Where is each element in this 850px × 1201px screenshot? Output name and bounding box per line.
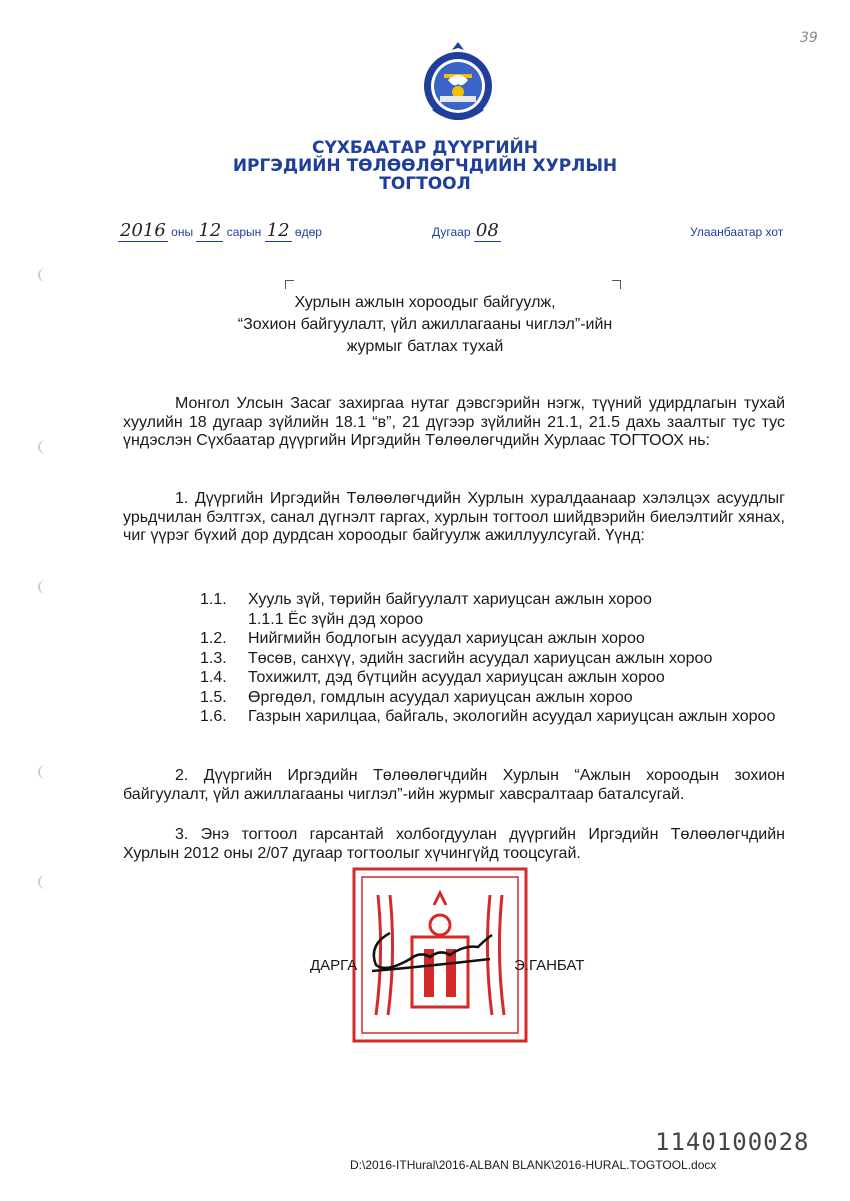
list-item-number: 1.1.1 [248, 610, 284, 628]
list-item-text: Ёс зүйн дэд хороо [288, 610, 424, 628]
date-day-suffix: өдөр [294, 225, 322, 239]
city-label: Улаанбаатар хот [690, 225, 784, 239]
number-value: 08 [475, 220, 499, 241]
list-item-number: 1.4. [200, 669, 227, 686]
date-year: 2016 [120, 220, 166, 241]
list-item [200, 668, 790, 688]
list-item-text: Хууль зүй, төрийн байгуулалт хариуцсан ажлын хороо [248, 591, 652, 608]
handwritten-signature [360, 925, 500, 980]
title-bracket-left [285, 280, 294, 289]
title-line-2: “Зохион байгуулалт, үйл ажиллагааны чиглэл”-ийн [237, 316, 613, 333]
list-item [200, 707, 790, 727]
item-2-paragraph: 2. Дүүргийн Иргэдийн Төлөөлөгчдийн Хурлын “Ажлын хороодын зохион байгуулалт, үйл ажиллагааны чиглэл”-ийн журмыг хавсралтаар баталсугай. [123, 767, 785, 803]
list-item-number: 1.1. [200, 591, 227, 608]
item-3-paragraph: 3. Энэ тогтоол гарсантай холбогдуулан дүүргийн Иргэдийн Төлөөлөгчдийн Хурлын 2012 оны 2/07 дугаар тогтоолыг хүчингүйд тооцсугай. [123, 826, 785, 862]
document-code: 1140100028 [655, 1128, 810, 1156]
document-title [0, 292, 850, 358]
state-emblem-icon [418, 40, 498, 125]
list-item-text: Өргөдөл, гомдлын асуудал хариуцсан ажлын хороо [248, 688, 633, 706]
signatory-name: Э.ГАНБАТ [514, 957, 585, 974]
list-item-number: 1.5. [200, 688, 227, 706]
list-item [200, 629, 790, 649]
list-item-text: Тохижилт, дэд бүтцийн асуудал хариуцсан ажлын хороо [248, 669, 665, 686]
punch-hole [38, 440, 54, 454]
item-1-paragraph: 1. Дүүргийн Иргэдийн Төлөөлөгчдийн Хурлын хуралдаанаар хэлэлцэх асуудлыг урьдчилан бэлтгэх, санал дүгнэлт гаргах, хурлын тогтоол шийдвэрийн биелэлтийг хянах, чиг үүрэг бүхий дор дурдсан хороодыг байгуулж ажиллуулсугай. Үүнд: [123, 490, 785, 544]
date-month-suffix: сарын [226, 225, 262, 239]
list-item-number: 1.6. [200, 708, 227, 725]
list-item [200, 649, 790, 669]
punch-hole [38, 765, 54, 779]
date-month: 12 [198, 220, 222, 241]
punch-hole [38, 875, 54, 889]
list-item-number: 1.3. [200, 649, 227, 667]
page-marker: 39 [800, 30, 818, 46]
title-line-1: Хурлын ажлын хороодыг байгуулж, [294, 294, 556, 311]
number-label: Дугаар [432, 225, 471, 239]
header-district: СҮХБААТАР ДҮҮРГИЙН [311, 138, 539, 158]
list-item-text: Нийгмийн бодлогын асуудал хариуцсан ажлын хороо [248, 630, 645, 647]
punch-hole [38, 580, 54, 594]
committee-list [200, 590, 790, 727]
number-line [432, 220, 501, 241]
title-line-3: журмыг батлах тухай [346, 338, 504, 355]
list-item-text: Төсөв, санхүү, эдийн засгийн асуудал хариуцсан ажлын хороо [248, 649, 713, 667]
file-path: D:\2016-ITHural\2016-ALBAN BLANK\2016-HURAL.TOGTOOL.docx [350, 1158, 717, 1172]
date-year-suffix: оны [171, 225, 194, 239]
preamble-paragraph: Монгол Улсын Засаг захиргаа нутаг дэвсгэрийн нэгж, түүний удирдлагын тухай хуулийн 18 дугаар зүйлийн 18.1 “в”, 21 дүгээр зүйлийн 21.1, 21.5 дахь заалтыг тус тус үндэслэн Сүхбаатар дүүргийн Иргэдийн Төлөөлөгчдийн Хурлаас ТОГТООХ нь: [123, 395, 785, 449]
punch-hole [38, 268, 54, 282]
header-doc-type: ТОГТООЛ [379, 174, 471, 194]
list-item [200, 688, 790, 708]
list-item-number: 1.2. [200, 630, 227, 647]
list-item [200, 610, 790, 630]
date-day: 12 [266, 220, 290, 241]
header-council: ИРГЭДИЙН ТӨЛӨӨЛӨГЧДИЙН ХУРЛЫН [232, 156, 618, 176]
date-line [118, 220, 322, 241]
signatory-role: ДАРГА [310, 957, 358, 974]
title-bracket-right [612, 280, 621, 289]
list-item [200, 590, 790, 610]
list-item-text: Газрын харилцаа, байгаль, экологийн асуудал хариуцсан ажлын хороо [248, 708, 776, 725]
